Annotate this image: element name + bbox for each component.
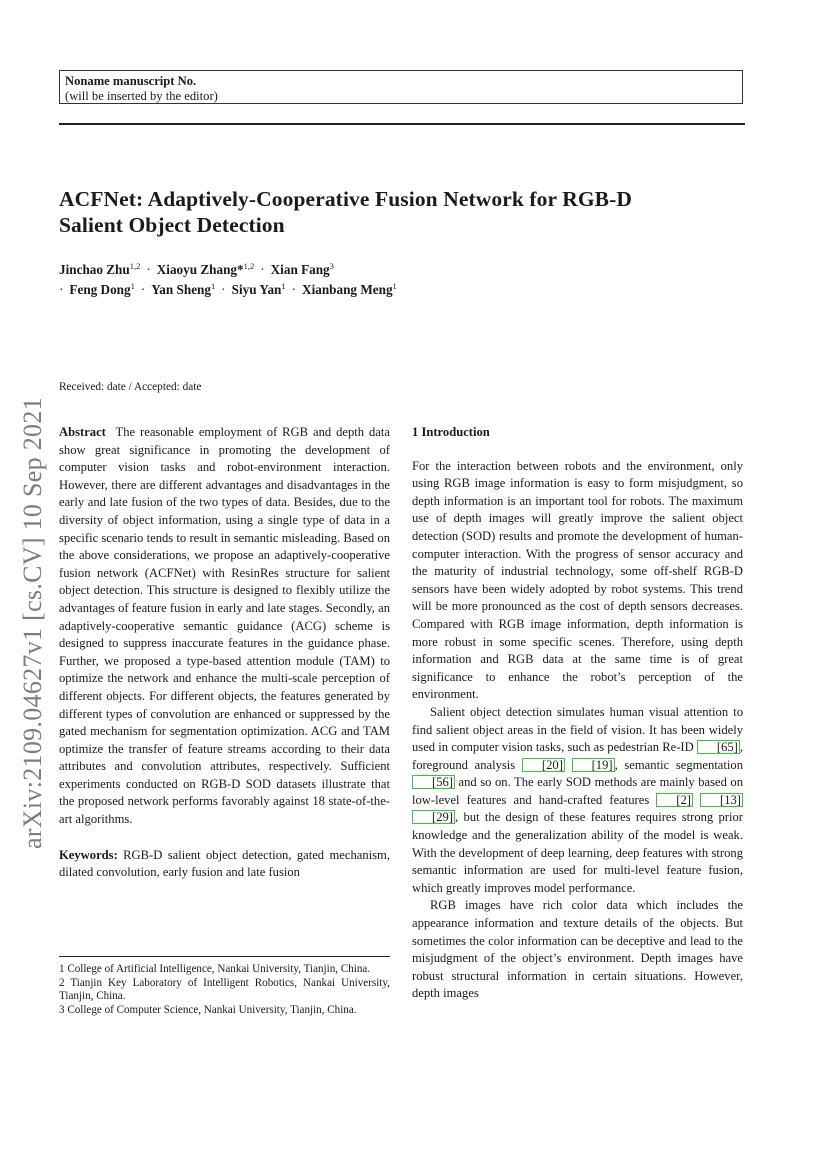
paper-title [59,186,759,238]
abstract-label: Abstract [59,425,106,439]
author-separator: · [146,262,151,277]
left-column [59,424,390,882]
editor-note: (will be inserted by the editor) [65,89,218,103]
title-line-2: Salient Object Detection [59,213,285,237]
intro-paragraph-1: For the interaction between robots and the environment, only using RGB image information is easy to form misjudgment, so depth information is an important tool for robots. The maximum use of depth images will greatly improve the salient object detection (SOD) results and promote the development of human-computer interaction. With the progress of sensor accuracy and the maturity of industrial technology, some off-shelf RGB-D sensors have been widely adopted by robot systems. This trend will be more pronounced as the cost of depth sensors decreases. Compared with RGB image information, depth information is more robust in some specific scenes. Therefore, using depth information and RGB data at the same time is of great significance to enhance the robot’s perception of the environment. [412,458,743,702]
author-separator: · [291,282,297,297]
received-date: Received: date / Accepted: date [59,381,202,393]
author-separator: · [59,282,64,297]
author-line-2 [59,280,659,300]
abstract-text: The reasonable employment of RGB and depth data show great significance in promoting the development of computer vision tasks and robot-environment interaction. However, there are different advantages and disadvantages in the early and late fusion of the two types of data. Besides, due to the diversity of object information, using a single type of data in a specific scenario tends to result in semantic misleading. Based on the above considerations, we propose an adaptively-cooperative fusion network (ACFNet) with ResinRes structure for salient object detection. This structure is designed to flexibly utilize the advantages of feature fusion in early and late stages. Secondly, an adaptively-cooperative semantic guidance (ACG) scheme is designed to suppress inaccurate features in the guidance phase. Further, we proposed a type-based attention module (TAM) to optimize the network and enhance the multi-scale perception of different objects. For different objects, the features generated by different types of convolution are enhanced or suppressed by the gated mechanism for segmentation optimization. ACG and TAM optimize the transfer of feature streams according to their data attributes and convolution attributes, respectively. Sufficient experiments conducted on RGB-D SOD datasets illustrate that the proposed network performs favorably against 18 state-of-the-art algorithms. [59,425,390,827]
author: Xianbang Meng$^1$ [302,281,397,297]
header-rule [59,123,745,125]
author: Siyu Yan$^1$ [231,281,286,297]
keywords-text: RGB-D salient object detection, gated mechanism, dilated convolution, early fusion and late fusion [59,847,390,880]
right-column [412,424,743,1003]
citation-link[interactable]: [2] [656,793,693,807]
intro-paragraph-2: Salient object detection simulates human visual attention to find salient object areas in the field of vision. It has been widely used in computer vision tasks, such as pedestrian Re-ID [65] , foreground analysis [20] [19] , semantic segmentation [56] and so on. The early SOD methods are mainly based on low-level features and hand-crafted features [2] [13] [29] , but the design of these features requires strong prior knowledge and the generalization ability of the model is weak. With the development of deep learning, deep features with strong semantic information are used for multi-level feature fusion, which greatly improves model performance. [412,704,743,895]
title-line-1: ACFNet: Adaptively-Cooperative Fusion Network for RGB-D [59,187,632,211]
arxiv-stamp: arXiv:2109.04627v1 [cs.CV] 10 Sep 2021 [18,397,47,849]
keywords-label: Keywords: [59,847,118,862]
citation-link[interactable]: [20] [522,758,565,772]
author-line-1 [59,260,659,280]
citation-link[interactable]: [13] [700,793,743,807]
section-heading: 1 Introduction [412,425,490,439]
citation-link[interactable]: [19] [572,758,615,772]
manuscript-header-box [59,70,743,104]
keywords [59,847,390,882]
citation-link[interactable]: [29] [412,810,455,824]
author: Yan Sheng$^1$ [151,281,216,297]
affiliation-footnotes [59,963,390,1017]
author-list [59,260,659,300]
footnote: 2 Tianjin Key Laboratory of Intelligent Robotics, Nankai University, Tianjin, China. [59,976,390,1003]
author-separator: · [221,282,226,297]
author: Jinchao Zhu$^{1,2}$ [59,261,141,277]
citation-link[interactable]: [65] [697,740,740,754]
author-separator: · [140,282,146,297]
author-separator: · [260,262,265,277]
author: Feng Dong$^1$ [69,281,135,297]
author: Xian Fang$^3$ [270,261,334,277]
manuscript-number: Noname manuscript No. [65,74,197,88]
intro-paragraph-3: RGB images have rich color data which includes the appearance information and texture details of the objects. But sometimes the color information can be deceptive and lead to the misjudgment of the object’s environment. Depth images have robust structural information in certain situations. However, depth images [412,898,743,1001]
author: Xiaoyu Zhang*$^{1,2}$ [156,261,255,277]
footnote: 1 College of Artificial Intelligence, Nankai University, Tianjin, China. [59,963,371,975]
footnote-rule [59,956,390,957]
citation-link[interactable]: [56] [412,775,455,789]
footnote: 3 College of Computer Science, Nankai University, Tianjin, China. [59,1003,357,1016]
abstract [59,424,390,829]
